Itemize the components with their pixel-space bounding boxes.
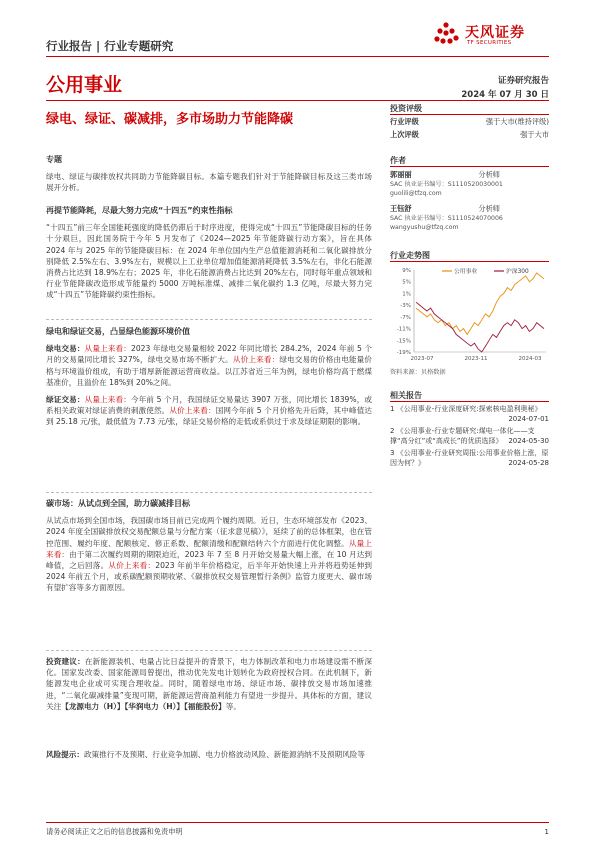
- green-power-paragraph: [46, 343, 372, 388]
- sector-title: 公用事业: [46, 74, 123, 96]
- sidebar-rule: [390, 261, 549, 262]
- green-cert-price-text: 国网今年前 5 个月价格先升后降，其中峰值达到 25.18 元/张，最低值为 7.73 元/张，绿证交易价格的走低或系供过于求及绿证期限的影响。: [46, 406, 372, 427]
- x-tick-label: 2023-07: [410, 356, 434, 362]
- investment-end: 等。: [225, 701, 241, 711]
- author-email[interactable]: guolili@tfzq.com: [390, 190, 442, 197]
- author-role: 分析师: [478, 204, 500, 213]
- sidebar-rule: [390, 166, 549, 167]
- section-carbon: [46, 498, 372, 594]
- logo-text: 天风证券: [465, 25, 525, 41]
- topic-text: 绿电、绿证与碳排放权共同助力节能降碳目标。本篇专题我们针对于节能降碳目标及这三类市场展开分析。: [46, 172, 372, 193]
- section-energy: [46, 205, 372, 301]
- rating-row: [390, 117, 549, 127]
- green-cert-paragraph: [46, 394, 372, 428]
- investment-label: 投资建议：: [46, 657, 85, 666]
- report-category: 行业报告 | 行业专题研究: [46, 39, 174, 53]
- x-tick-label: 2024-03: [518, 356, 542, 362]
- footer-disclaimer: 请务必阅读正文之后的信息披露和免责申明: [46, 827, 183, 836]
- related-list: [390, 404, 549, 468]
- price-highlight: 从价上来看：: [232, 355, 280, 365]
- y-tick-label: -19%: [396, 350, 411, 356]
- page-number: 1: [544, 827, 549, 836]
- volume-highlight: 从量上来看：: [84, 395, 131, 405]
- y-tick-label: -3%: [400, 303, 411, 310]
- y-tick-label: 1%: [402, 291, 411, 298]
- y-tick-label: 9%: [402, 268, 411, 274]
- investment-stocks: 【龙源电力（H）】【华润电力（H）】【福能股份】: [61, 701, 226, 711]
- risk-paragraph: [46, 749, 372, 760]
- report-type: 证券研究报告: [497, 76, 549, 86]
- risk-section: [46, 749, 372, 760]
- carbon-paragraph: [46, 515, 372, 593]
- section-carbon-heading: 碳市场：从试点到全国，助力碳减排目标: [46, 499, 190, 508]
- divider: [46, 650, 372, 651]
- green-power-label: 绿电交易：: [46, 344, 85, 354]
- price-highlight: 从价上来看：: [108, 561, 156, 571]
- green-cert-volume-text: 今年前 5 个月，我国绿证交易量达 3907 万张，同比增长 1839%，或系相关政策对绿证消费的刺激使然。: [46, 395, 373, 416]
- green-power-volume-text: 2023 年绿电交易量相较 2022 年同比增长 284.2%，2024 年前 5 个月的交易量同比增长 327%，绿电交易市场不断扩大。: [46, 344, 372, 365]
- author-role: 分析师: [478, 170, 500, 179]
- investment-paragraph: [46, 656, 372, 712]
- sidebar-rule: [390, 401, 549, 402]
- risk-text: 政策推行不及预期、行业竞争加剧、电力价格波动风险、新能源消纳不及预期风险等: [83, 750, 365, 759]
- y-tick-label: 5%: [402, 279, 411, 286]
- investment-text: 在新能源装机、电量占比日益提升的背景下，电力体制改革和电力市场建设需不断深化。国家发改委、国家能源局曾提出，推动优先发电计划转化为政府授权合同。在此机制下，新能源发电企业或可实现合理收益。同时，随着绿电市场、绿证市场、碳排放交易市场加速推进，“二氧化碳减排量”变现可期，新能源运营商盈利能力有望进一步提升。具体标的方面，建议关注: [46, 657, 373, 711]
- prev-rating-label: 上次评级: [390, 130, 419, 139]
- y-tick-label: -15%: [396, 338, 411, 345]
- section-green-heading: 绿电和绿证交易，凸显绿色能源环境价值: [46, 327, 190, 336]
- legend-label: 公用事业: [454, 269, 478, 275]
- author-2: [390, 204, 549, 232]
- author-email[interactable]: wangyushu@tfzq.com: [390, 224, 459, 231]
- logo-icon: [432, 20, 460, 48]
- green-power-price-text: 绿电交易的价格由电能量价格与环境溢价组成，有助于增厚新能源运营商收益。以江苏省近三年为例，绿电价格均高于燃煤基准价，且溢价在 18%到 20%之间。: [46, 355, 373, 387]
- price-highlight: 从价上来看：: [169, 406, 216, 416]
- x-tick-label: 2023-11: [464, 356, 488, 362]
- author-name: 王钰舒: [390, 204, 412, 213]
- investment-section: [46, 656, 372, 712]
- author-1: [390, 170, 549, 198]
- header-rule: [46, 56, 549, 57]
- carbon-volume-text: 由于第二次履约周期的期限迫近，2023 年 7 至 8 月开始交易量大幅上涨，在 10 月达到峰值，之后回落。: [46, 549, 372, 571]
- topic-heading: 专题: [46, 155, 62, 164]
- report-date: 2024 年 07 月 30 日: [461, 90, 549, 100]
- risk-label: 风险提示：: [46, 750, 84, 759]
- prev-rating-value: 强于大市: [520, 130, 549, 139]
- report-title: 绿电、绿证、碳减排，多市场助力节能降碳: [46, 112, 294, 127]
- y-tick-label: -11%: [396, 326, 411, 333]
- prev-rating-row: [390, 130, 549, 140]
- divider: [46, 492, 372, 493]
- divider: [46, 319, 372, 320]
- related-report[interactable]: 1 《公用事业-行业深度研究:探索核电盈利奥秘》 2024-07-01: [390, 405, 549, 423]
- sidebar-rule: [390, 114, 549, 115]
- legend-label: 沪深300: [506, 269, 529, 275]
- rating-value: 强于大市(维持评级): [485, 117, 549, 126]
- green-cert-label: 绿证交易：: [46, 395, 85, 405]
- volume-highlight: 从量上来看：: [84, 344, 132, 354]
- volume-highlight: 从量上来看：: [46, 538, 373, 559]
- series-line: [416, 273, 544, 335]
- section-energy-heading: 再提节能降耗，尽最大努力完成“十四五”约束性指标: [46, 206, 233, 215]
- author-sac: SAC 执业证书编号：S1110524070006: [390, 215, 503, 222]
- logo-subtext: TF SECURITIES: [467, 40, 512, 46]
- footer-rule: [46, 822, 549, 823]
- series-line: [416, 302, 544, 352]
- rating-label: 行业评级: [390, 117, 419, 126]
- y-tick-label: -7%: [400, 314, 411, 321]
- rating-heading: 投资评级: [390, 104, 422, 113]
- topic-section: [46, 154, 372, 194]
- related-report[interactable]: 3 《公用事业-行业研究周报:公用事业价格上涨，原因为何？》 2024-05-28: [390, 449, 549, 467]
- related-report[interactable]: 2 《公用事业-行业专题研究:煤电一体化——支撑“高分红”或“高成长”的优质选择》 2024-05-30: [390, 427, 549, 445]
- trend-chart: [390, 264, 549, 364]
- section-green: [46, 326, 372, 428]
- related-heading: 相关报告: [390, 391, 422, 400]
- author-sac: SAC 执业证书编号：S1110520030001: [390, 181, 503, 188]
- carbon-price-text: 2023 年前半年价格稳定，后半年开始快速上升并将趋势延伸到 2024 年前五个月，或系碳配额预期收紧、《碳排放权交易管理暂行条例》监管力度更大、碳市场有望扩容等多方面原因。: [46, 561, 373, 593]
- chart-source: 资料来源：贝格数据: [390, 369, 446, 376]
- authors-heading: 作者: [390, 156, 406, 165]
- title-rule: [46, 100, 549, 101]
- carbon-intro-text: 从试点市场到全国市场，我国碳市场目前已完成两个履约周期。近日，生态环境部发布《2023、2024 年度全国碳排放权交易配额总量与分配方案（征求意见稿）》，延续了前的总体框架，也在管控范围、履约年度、配额核定、修正系数、配额清缴和配额结转六个方面进行优化调整。: [46, 516, 372, 548]
- trend-heading: 行业走势图: [390, 251, 430, 260]
- section-energy-text: “十四五”前三年全国能耗强度的降低仍滞后于时序进度，使得完成“十四五”节能降碳目标的任务十分艰巨，因此国务院于今年 5 月发布了《2024—2025 年节能降碳行动方案》，旨在具体 2024 年与 2025 年的节能降碳目标：在 2024 年单位国内生产总值能源消耗和二氧化碳排放分别降低 2.5%左右、3.9%左右，规模以上工业单位增加值能源消耗降低 3.5%左右，非化石能源消费占比达到 18.9%左右；2025 年，非化石能源消费占比达到 20%左右，同时每年重点领域和行业节能降碳改造形成节能量约 5000 万吨标准煤、减排二氧化碳约 1.3 亿吨，尽最大努力完成“十四五”节能降碳约束性指标。: [46, 223, 372, 300]
- author-name: 郭丽丽: [390, 170, 412, 179]
